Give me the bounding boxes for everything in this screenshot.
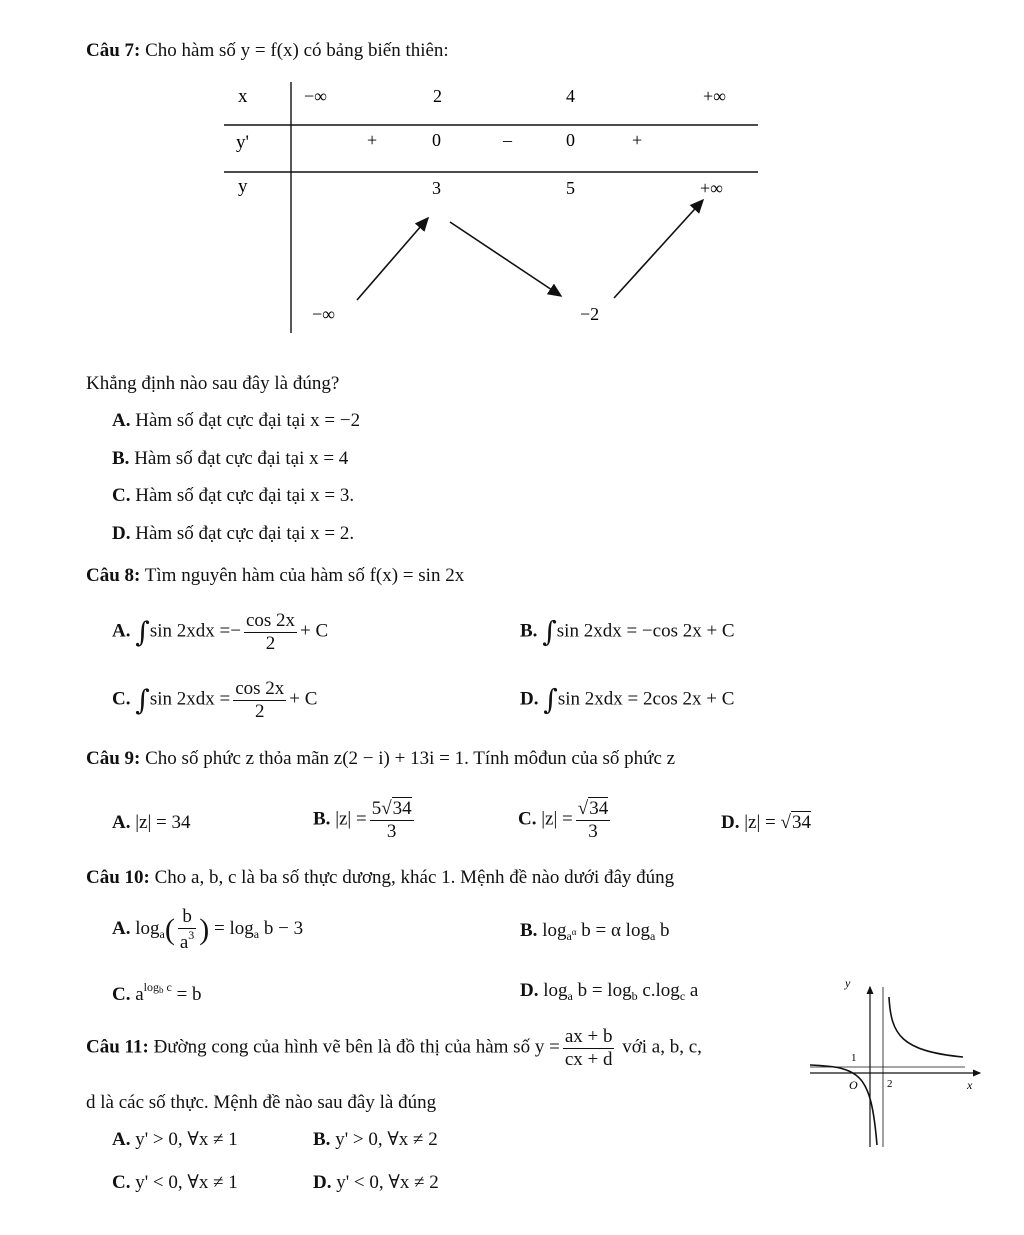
option-rhs: −cos 2x + C xyxy=(641,620,735,642)
fraction: $\frac{\cos 2x}{2}$ xyxy=(245,610,296,654)
option-label: B. xyxy=(313,1129,331,1150)
y-val: 5 xyxy=(566,178,575,198)
variation-table xyxy=(0,0,1024,360)
option-expr: y' < 0, ∀x ≠ 2 xyxy=(336,1172,439,1193)
q11-text: Đường cong của hình vẽ bên là đồ thị của hàm số xyxy=(153,1036,531,1058)
q11-text2: với a, b, c, xyxy=(622,1036,702,1058)
q11-graph xyxy=(805,975,985,1155)
q10-text: Cho a, b, c là ba số thực dương, khác 1. Mệnh đề nào dưới đây đúng xyxy=(154,867,675,888)
sqrt-icon: √ xyxy=(381,798,392,819)
q9-option-d[interactable]: D. |z| = √34 xyxy=(721,812,811,833)
modulus: |z| = xyxy=(135,812,167,833)
integral-sign: ∫ xyxy=(542,615,557,648)
option-expr: x = 4 xyxy=(309,448,349,469)
graph-tick-y: 1 xyxy=(851,1052,857,1064)
q9-option-c[interactable] xyxy=(518,798,613,843)
x-val: 2 xyxy=(433,86,442,106)
q8-option-b[interactable] xyxy=(520,615,735,648)
x-val: +∞ xyxy=(703,86,726,106)
graph-y-label: y xyxy=(845,976,851,990)
plus-c: + C xyxy=(289,688,318,710)
option-expr: sin 2xdx = xyxy=(556,620,638,642)
fraction: $\frac{\cos 2x}{2}$ xyxy=(235,678,285,722)
option-expr: sin 2xdx = xyxy=(557,688,639,710)
curve-left-branch xyxy=(810,1065,877,1145)
option-label: A. xyxy=(112,918,131,940)
option-expr: x = 3. xyxy=(310,485,355,506)
table-yp-label: y' xyxy=(236,132,249,153)
q11-option-d[interactable] xyxy=(313,1171,439,1194)
arrow-up-icon xyxy=(614,200,703,298)
x-val: 4 xyxy=(566,86,575,106)
q9-option-b[interactable] xyxy=(313,798,417,843)
arrow-down-icon xyxy=(450,222,561,296)
option-label: C. xyxy=(112,984,131,1005)
q7-text: Cho hàm số xyxy=(145,40,236,61)
integral-sign: ∫ xyxy=(135,615,150,649)
modulus: |z| = xyxy=(541,808,573,830)
q8-text: Tìm nguyên hàm của hàm số xyxy=(144,565,365,586)
option-text: Hàm số đạt cực đại tại xyxy=(135,410,306,431)
q11-number: Câu 11: xyxy=(86,1036,149,1058)
graph-tick-x: 2 xyxy=(887,1078,893,1090)
q7-func: y = f(x) xyxy=(240,40,299,61)
plus-c: + C xyxy=(300,620,329,642)
option-label: C. xyxy=(518,808,537,830)
q7-number: Câu 7: xyxy=(86,40,141,61)
option-label: B. xyxy=(520,920,538,941)
option-label: C. xyxy=(112,485,131,506)
option-label: D. xyxy=(520,688,539,710)
q8-option-c[interactable] xyxy=(112,678,317,723)
q8-option-a[interactable] xyxy=(112,610,328,655)
option-expr: sin 2xdx = xyxy=(149,688,231,710)
q9-text: Cho số phức z thỏa mãn xyxy=(145,748,330,769)
fraction: $\frac{5√34}{3}$ xyxy=(371,798,412,842)
arrow-up-icon xyxy=(357,218,428,300)
curve-right-branch xyxy=(889,997,963,1057)
option-text: Hàm số đạt cực đại tại xyxy=(135,523,306,544)
option-expr: y' < 0, ∀x ≠ 1 xyxy=(135,1172,238,1193)
y-val: −2 xyxy=(580,304,600,324)
q8-option-d[interactable] xyxy=(520,683,735,716)
q11-option-c[interactable] xyxy=(112,1171,238,1194)
option-label: C. xyxy=(112,1172,131,1193)
option-text: Hàm số đạt cực đại tại xyxy=(134,448,305,469)
yp-val: + xyxy=(632,130,643,150)
sqrt-icon: √ xyxy=(780,812,791,833)
q9-stem xyxy=(86,748,675,770)
q7-question: Khẳng định nào sau đây là đúng? xyxy=(86,373,340,394)
q10-option-b[interactable]: B. $\log_{a^\alpha} b = \alpha$ $\log_a b$ xyxy=(520,920,670,943)
integral-sign: ∫ xyxy=(135,683,150,717)
q8-stem xyxy=(86,565,464,587)
q10-stem xyxy=(86,867,674,889)
q11-option-a[interactable] xyxy=(112,1128,238,1151)
fraction: $\frac{√34}{3}$ xyxy=(577,798,609,842)
option-value: 34 xyxy=(171,812,191,833)
modulus: |z| = xyxy=(744,812,776,833)
option-label: B. xyxy=(313,808,331,830)
q10-option-c[interactable]: C. $a^{logb c} = b$ xyxy=(112,980,202,1005)
x-val: −∞ xyxy=(304,86,327,106)
q10-option-d[interactable]: D. $\log_a b = \log_b c.\log_c$ a xyxy=(520,980,699,1003)
option-label: A. xyxy=(112,410,131,431)
y-val: +∞ xyxy=(700,178,723,198)
option-label: D. xyxy=(520,980,539,1001)
graph-origin-label: O xyxy=(849,1078,858,1092)
option-label: A. xyxy=(112,812,131,833)
q7-option-a[interactable] xyxy=(112,410,360,432)
option-label: D. xyxy=(721,812,740,833)
option-expr: sin 2xdx = xyxy=(149,620,231,642)
q11-option-b[interactable] xyxy=(313,1128,438,1151)
sqrt-icon: √ xyxy=(577,798,589,819)
fraction: $\frac{ax + b}{cx + d}$ xyxy=(564,1026,613,1070)
q7-option-d[interactable] xyxy=(112,523,354,545)
q9-equation: z(2 − i) + 13i = 1. xyxy=(333,748,469,769)
option-label: A. xyxy=(112,1129,131,1150)
integral-sign: ∫ xyxy=(543,683,558,716)
option-label: A. xyxy=(112,620,131,642)
q7-option-b[interactable] xyxy=(112,448,348,470)
q7-option-c[interactable] xyxy=(112,485,354,507)
option-rhs: 2cos 2x + C xyxy=(642,688,735,710)
y-val: 3 xyxy=(432,178,441,198)
option-expr: y' > 0, ∀x ≠ 1 xyxy=(135,1129,238,1150)
q8-number: Câu 8: xyxy=(86,565,141,586)
graph-x-label: x xyxy=(967,1078,973,1092)
option-label: C. xyxy=(112,688,131,710)
yp-val: + xyxy=(367,130,378,150)
q11-stem: Câu 11: Đường cong của hình vẽ bên là đồ thị của hàm số y = $\frac{ax + b}{cx + d}$ với a, b, c, xyxy=(86,1026,702,1070)
option-label: B. xyxy=(112,448,130,469)
option-text: Hàm số đạt cực đại tại xyxy=(135,485,306,506)
option-expr: x = −2 xyxy=(310,410,361,431)
q8-func: f(x) = sin 2x xyxy=(369,565,465,586)
yp-val: – xyxy=(503,130,512,150)
q9-option-a[interactable] xyxy=(112,812,191,834)
minus-sign: − xyxy=(230,620,241,642)
q10-number: Câu 10: xyxy=(86,867,150,888)
yp-val: 0 xyxy=(566,130,575,150)
q7-text2: có bảng biến thiên: xyxy=(303,40,449,61)
yp-val: 0 xyxy=(432,130,441,150)
option-expr: x = 2. xyxy=(310,523,355,544)
option-label: D. xyxy=(313,1172,332,1193)
option-label: B. xyxy=(520,620,538,642)
q9-text2: Tính môđun của số phức z xyxy=(473,748,676,769)
modulus: |z| = xyxy=(335,808,367,830)
option-expr: y' > 0, ∀x ≠ 2 xyxy=(335,1129,438,1150)
q10-option-a[interactable]: A. $\log_a$( $\frac{b}{a^3}$ ) = $\log_a b - 3$ xyxy=(112,906,304,953)
q11-text3: d là các số thực. Mệnh đề nào sau đây là đúng xyxy=(86,1092,437,1113)
option-label: D. xyxy=(112,523,131,544)
q9-number: Câu 9: xyxy=(86,748,141,769)
y-val: −∞ xyxy=(312,304,335,324)
table-y-label: y xyxy=(238,176,248,197)
table-x-label: x xyxy=(238,86,248,107)
fraction: $\frac{b}{a^3}$ xyxy=(179,906,195,953)
